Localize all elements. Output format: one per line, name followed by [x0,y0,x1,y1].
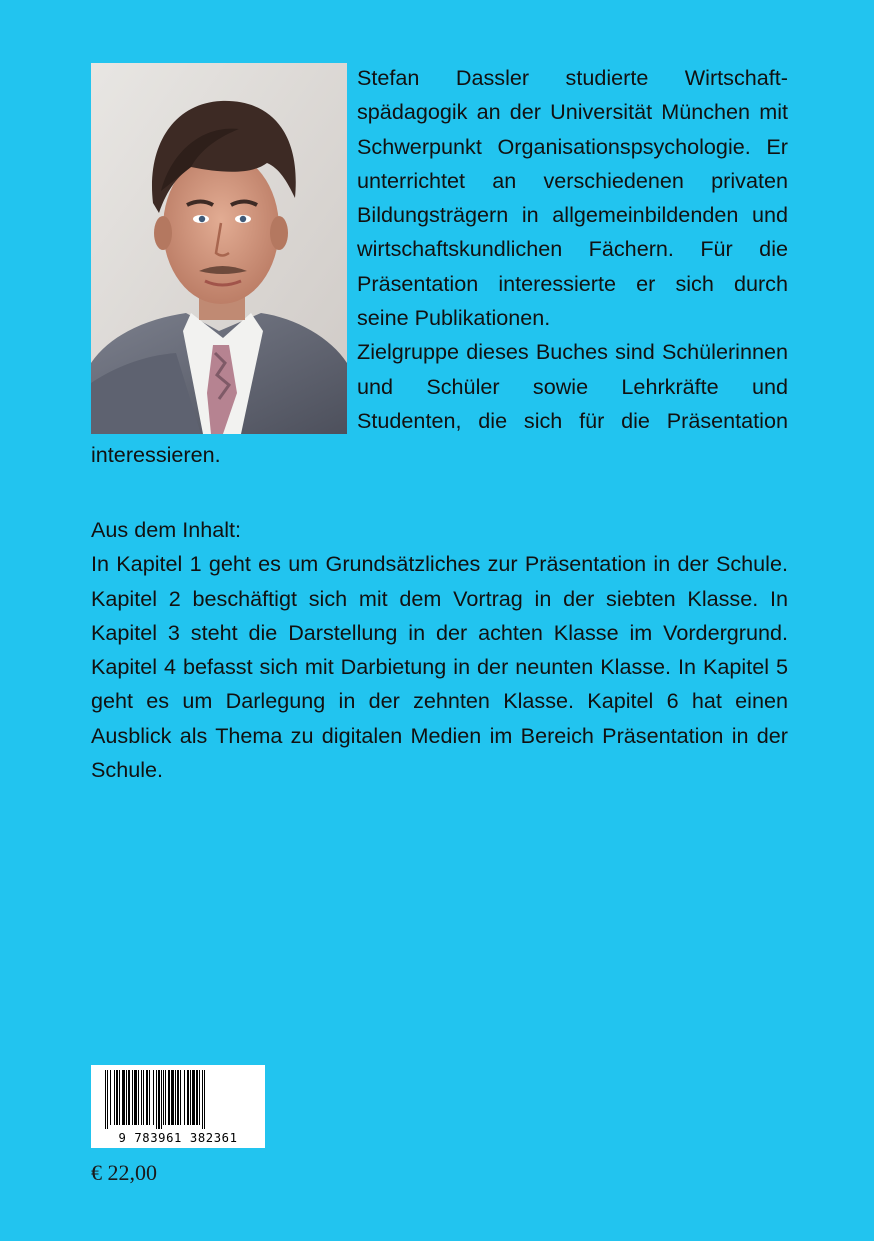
barcode-bar [180,1070,181,1125]
barcode-bar [128,1070,130,1125]
barcode-bar [175,1070,176,1125]
barcode-bar [177,1070,179,1125]
barcode-bar [168,1070,170,1125]
barcode-bar [163,1070,164,1125]
barcode-bar [114,1070,115,1125]
barcode-bar [132,1070,133,1125]
price: € 22,00 [91,1160,157,1185]
barcode-bar [192,1070,195,1125]
barcode-bar [134,1070,137,1125]
barcode-bar [138,1070,139,1125]
barcode-bar [202,1070,203,1129]
bio-paragraph: Stefan Dassler studierte Wirtschaftspädagogik an der Universität München mit Schwerpunkt Organisationspsychologie. Er unterrichtet an verschiedenen privaten Bildungsträgern in allgemeinbildenden und wirtschaftskundlichen Fächern. Für die Präsentation interessierte er sich durch seine Publikationen. [357,65,788,331]
barcode-bar [116,1070,118,1125]
barcode-bar [161,1070,162,1129]
barcode-bar [190,1070,191,1125]
barcode-bar [146,1070,148,1125]
barcode-bar [110,1070,111,1125]
isbn-barcode [91,1065,265,1148]
barcode-bar [149,1070,150,1125]
barcode-bar [119,1070,120,1125]
author-bio [91,61,788,473]
photo-wrap-spacer [91,61,347,437]
barcode-bar [156,1070,157,1129]
isbn-number: 9 783961 382361 [118,1131,238,1145]
barcode-bar [196,1070,198,1125]
contents-section [91,513,788,787]
barcode-bar [158,1070,160,1129]
barcode-bar [107,1070,108,1129]
barcode-bar [187,1070,189,1125]
barcode-bar [165,1070,166,1125]
contents-heading: Aus dem Inhalt: [91,517,242,542]
audience-paragraph: Zielgruppe dieses Buches sind Schülerinnen und Schüler sowie Lehrkräfte und Studenten, die sich für die Präsentation interessieren. [91,339,788,468]
barcode-bar [171,1070,174,1125]
barcode-bar [122,1070,125,1125]
barcode-bar [143,1070,144,1125]
barcode-bar [184,1070,185,1125]
barcode-bar [199,1070,200,1125]
barcode-bar [126,1070,127,1125]
barcode-bar [105,1070,106,1129]
barcode-bar [153,1070,154,1125]
barcode-bar [141,1070,142,1125]
barcode-bar [204,1070,205,1129]
contents-text: In Kapitel 1 geht es um Grundsätzliches zur Präsentation in der Schule. Kapitel 2 beschäftigt sich mit dem Vortrag in der siebten Klasse. In Kapitel 3 steht die Darstellung in der achten Klasse im Vordergrund. Kapitel 4 befasst sich mit Darbietung in der neunten Klasse. In Kapitel 5 geht es um Darlegung in der zehnten Klasse. Kapitel 6 hat einen Ausblick als Thema zu digitalen Medien im Bereich Präsentation in der Schule. [91,551,788,783]
